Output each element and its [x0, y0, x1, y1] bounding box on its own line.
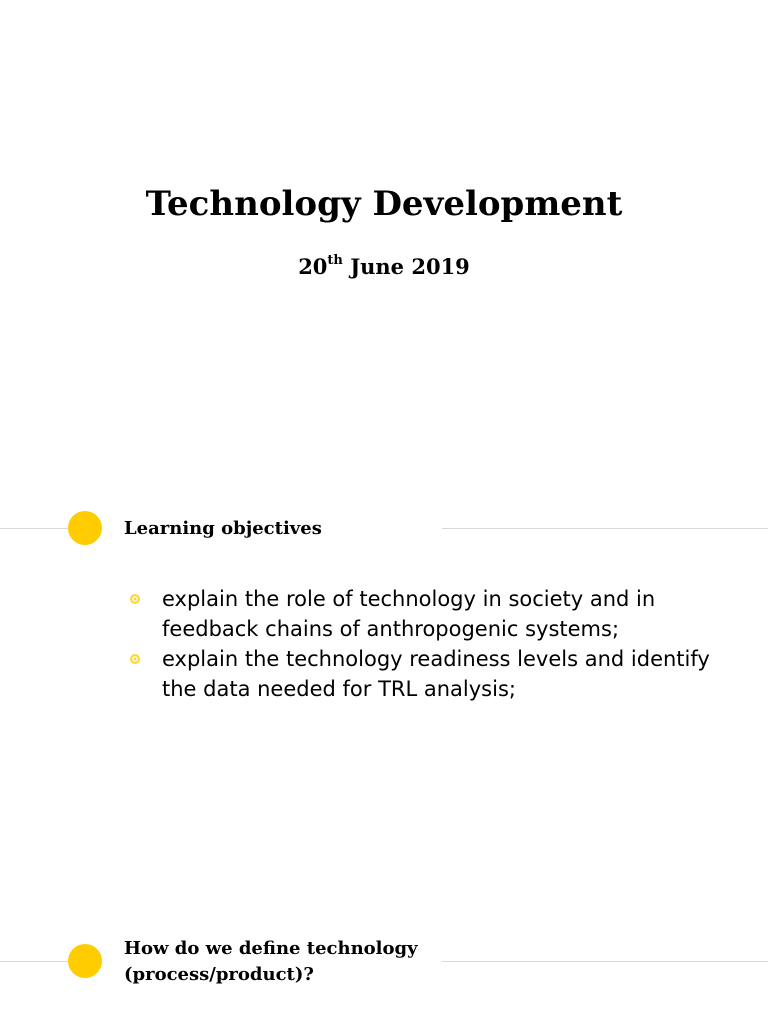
objectives-list — [130, 584, 710, 704]
yellow-dot-icon — [68, 944, 102, 978]
section-heading-line1: How do we define technology — [124, 938, 418, 959]
list-item — [130, 644, 710, 704]
list-item — [130, 584, 710, 644]
title-slide — [0, 0, 768, 432]
date-suffix: th — [327, 253, 343, 268]
section-heading — [124, 936, 418, 988]
section-heading: Learning objectives — [124, 518, 322, 539]
yellow-dot-icon — [68, 511, 102, 545]
date-day: 20 — [298, 254, 328, 279]
list-item-text: explain the role of technology in society and in feedback chains of anthropogenic systems; — [162, 587, 656, 641]
date-month-year: June 2019 — [342, 254, 470, 279]
presentation-title: Technology Development — [145, 184, 623, 224]
bullet-circle-icon — [130, 594, 140, 604]
section-heading-line2: (process/product)? — [124, 964, 314, 985]
bullet-circle-icon — [130, 654, 140, 664]
divider-right — [442, 961, 768, 962]
divider-left — [0, 528, 68, 529]
define-technology-slide — [0, 864, 768, 1024]
list-item-text: explain the technology readiness levels and identify the data needed for TRL analysis; — [162, 647, 710, 701]
presentation-date — [0, 252, 768, 282]
divider-left — [0, 961, 68, 962]
learning-objectives-slide — [0, 432, 768, 864]
divider-right — [442, 528, 768, 529]
